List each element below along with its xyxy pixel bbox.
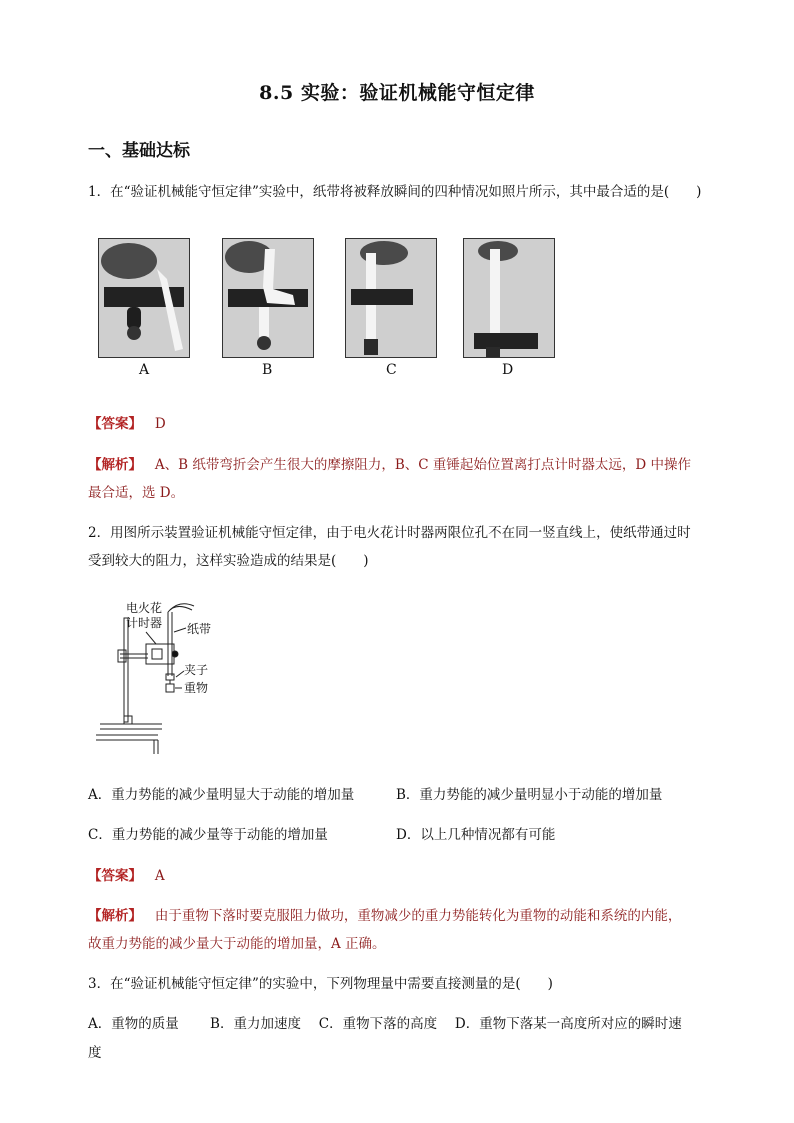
- label-weight: 重物: [184, 681, 209, 695]
- photo-label-a: A: [139, 362, 150, 378]
- photo-label-d: D: [502, 362, 514, 378]
- label-tape: 纸带: [187, 622, 212, 636]
- answer-value: A: [154, 868, 165, 884]
- photo-b: [222, 238, 314, 358]
- analysis-line1: A、B 纸带弯折会产生很大的摩擦阻力，B、C 重锤起始位置离打点计时器太远，D 中操作: [154, 457, 691, 473]
- answer-value: D: [154, 416, 166, 432]
- page-title: 8.5 实验：验证机械能守恒定律: [259, 82, 535, 104]
- q2-stem-line1: 2．用图所示装置验证机械能守恒定律，由于电火花计时器两限位孔不在同一竖直线上，使纸带通过时: [88, 525, 691, 541]
- q2-option-a: A．重力势能的减少量明显大于动能的增加量: [88, 787, 355, 803]
- photo-d: [463, 238, 555, 358]
- photo-a: [98, 238, 190, 358]
- q1-answer: [88, 414, 166, 434]
- q2-option-c: C．重力势能的减少量等于动能的增加量: [88, 827, 328, 843]
- q1-stem: 1．在“验证机械能守恒定律”实验中，纸带将被释放瞬间的四种情况如照片所示，其中最合适的是( ): [88, 184, 702, 200]
- label-timer-1: 电火花: [126, 601, 163, 615]
- q2-stem-line2: 受到较大的阻力，这样实验造成的结果是( ): [88, 553, 369, 569]
- analysis-line2: 最合适，选 D。: [88, 485, 185, 501]
- photo-c: [345, 238, 437, 358]
- q2-analysis: [88, 906, 681, 926]
- photo-label-c: C: [386, 362, 397, 378]
- analysis-tag: 【解析】: [88, 908, 142, 924]
- q2-option-b: B．重力势能的减少量明显小于动能的增加量: [396, 787, 663, 803]
- answer-tag: 【答案】: [88, 416, 142, 432]
- q3-options-line2: 度: [88, 1045, 102, 1061]
- analysis-line1: 由于重物下落时要克服阻力做功，重物减少的重力势能转化为重物的动能和系统的内能，: [154, 908, 682, 924]
- analysis-tag: 【解析】: [88, 457, 142, 473]
- q3-stem: 3．在“验证机械能守恒定律”的实验中，下列物理量中需要直接测量的是( ): [88, 976, 553, 992]
- label-clip: 夹子: [184, 663, 209, 677]
- label-timer-2: 计时器: [126, 616, 163, 630]
- q2-answer: [88, 866, 165, 886]
- section-heading: 一、基础达标: [88, 141, 190, 161]
- answer-tag: 【答案】: [88, 868, 142, 884]
- q3-options-line1: A．重物的质量 B．重力加速度 C．重物下落的高度 D．重物下落某一高度所对应的瞬时速: [88, 1016, 682, 1032]
- q2-option-d: D．以上几种情况都有可能: [396, 827, 556, 843]
- q2-analysis-line2: 故重力势能的减少量大于动能的增加量，A 正确。: [88, 936, 386, 952]
- photo-label-b: B: [262, 362, 273, 378]
- q1-analysis: [88, 455, 691, 475]
